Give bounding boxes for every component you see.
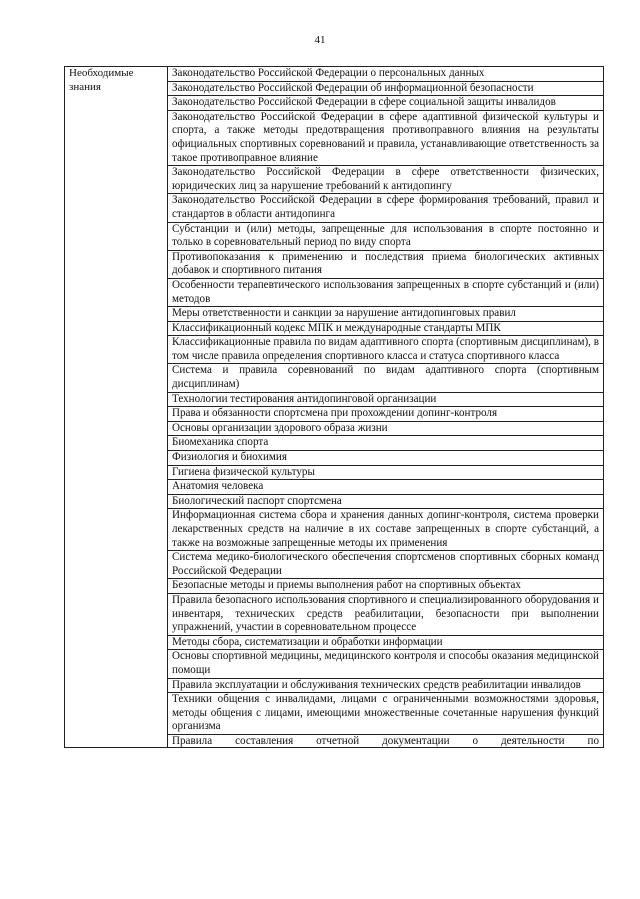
- knowledge-item: Правила безопасного использования спортивного и специализированного оборудования и инвентаря, технических средств реабилитации, безопасности при выполнении упражнений, участии в соревновательном процессе: [168, 593, 604, 635]
- knowledge-item: Особенности терапевтического использования запрещенных в спорте субстанций и (или) методов: [168, 278, 604, 306]
- knowledge-item: Физиология и биохимия: [168, 451, 604, 466]
- knowledge-item: Законодательство Российской Федерации об информационной безопасности: [168, 81, 604, 96]
- knowledge-item: Классификационный кодекс МПК и международные стандарты МПК: [168, 321, 604, 336]
- knowledge-item-text: Правила составления отчетной документации о деятельности по: [172, 734, 599, 747]
- knowledge-item: Законодательство Российской Федерации в сфере социальной защиты инвалидов: [168, 96, 604, 111]
- knowledge-item: Меры ответственности и санкции за нарушение антидопинговых правил: [168, 307, 604, 322]
- knowledge-item: Безопасные методы и приемы выполнения работ на спортивных объектах: [168, 579, 604, 594]
- knowledge-item: Анатомия человека: [168, 480, 604, 495]
- knowledge-item: Классификационные правила по видам адаптивного спорта (спортивным дисциплинам), в том числе правила определения спортивного класса и статуса спортивного класса: [168, 336, 604, 364]
- knowledge-item: Основы организации здорового образа жизни: [168, 421, 604, 436]
- knowledge-item: Гигиена физической культуры: [168, 465, 604, 480]
- knowledge-item: Техники общения с инвалидами, лицами с ограниченными возможностями здоровья, методы общения с лицами, имеющими множественные сочетанные нарушения функций организма: [168, 693, 604, 735]
- knowledge-item: Информационная система сбора и хранения данных допинг-контроля, система проверки лекарственных средств на наличие в их составе запрещенных в спорте субстанций, а также на возможные запрещенные методы их применения: [168, 509, 604, 551]
- page-number: 41: [314, 34, 326, 46]
- knowledge-item: Биологический паспорт спортсмена: [168, 494, 604, 509]
- knowledge-item: Методы сбора, систематизации и обработки информации: [168, 635, 604, 650]
- knowledge-item: Биомеханика спорта: [168, 436, 604, 451]
- knowledge-item: Система и правила соревнований по видам адаптивного спорта (спортивным дисциплинам): [168, 364, 604, 392]
- knowledge-item: Технологии тестирования антидопинговой организации: [168, 392, 604, 407]
- knowledge-item: Правила эксплуатации и обслуживания технических средств реабилитации инвалидов: [168, 678, 604, 693]
- knowledge-item: Права и обязанности спортсмена при прохождении допинг-контроля: [168, 407, 604, 422]
- knowledge-item: Основы спортивной медицины, медицинского контроля и способы оказания медицинской помощи: [168, 650, 604, 678]
- knowledge-item: Законодательство Российской Федерации в сфере ответственности физических, юридических лиц за нарушение требований к антидопингу: [168, 166, 604, 194]
- knowledge-item: [168, 734, 604, 747]
- section-label: Необходимые знания: [65, 67, 168, 748]
- knowledge-item: Система медико-биологического обеспечения спортсменов спортивных сборных команд Российской Федерации: [168, 551, 604, 579]
- knowledge-table: [64, 66, 604, 748]
- knowledge-item: Законодательство Российской Федерации в сфере формирования требований, правил и стандартов в области антидопинга: [168, 194, 604, 222]
- knowledge-item: Законодательство Российской Федерации о персональных данных: [168, 67, 604, 82]
- knowledge-item: Законодательство Российской Федерации в сфере адаптивной физической культуры и спорта, а также методы предотвращения противоправного влияния на результаты официальных спортивных соревнований и правила, устанавливающие ответственность за такое противоправное влияние: [168, 110, 604, 165]
- knowledge-item: Противопоказания к применению и последствия приема биологических активных добавок и спортивного питания: [168, 250, 604, 278]
- knowledge-item: Субстанции и (или) методы, запрещенные для использования в спорте постоянно и только в соревновательный период по виду спорта: [168, 222, 604, 250]
- table-row: [65, 67, 604, 82]
